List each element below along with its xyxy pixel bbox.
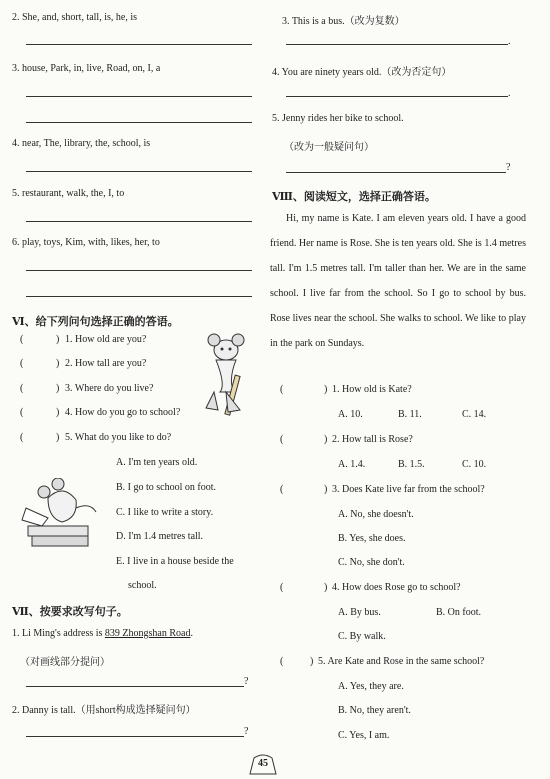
left-q6: 6. play, toys, Kim, with, likes, her, to [12, 237, 160, 248]
sec7-q1-note: （对画线部分提问） [20, 657, 110, 668]
left-q2: 2. She, and, short, tall, is, he, is [12, 12, 137, 23]
answer-line[interactable] [26, 96, 252, 97]
section-6-title: Ⅵ、给下列问句选择正确的答语。 [12, 316, 179, 328]
reading-passage: Hi, my name is Kate. I am eleven years old. I have a good friend. Her name is Rose. She is ten years old. She is 1.4 metres tall. I'm 1.5 metres tall. I'm taller than her. We are in the same school. I live far from the school. So I go to school by bus. Rose lives near the school. She walks to school. We like to play in the park on Sundays. [270, 213, 526, 349]
answer-line[interactable] [26, 296, 252, 297]
right-q5: 5. Jenny rides her bike to school. [272, 113, 404, 124]
answer-line[interactable] [26, 686, 244, 687]
answer-line[interactable] [26, 270, 252, 271]
sec6-answer-d: D. I'm 1.4 metres tall. [116, 531, 204, 542]
left-q5: 5. restaurant, walk, the, I, to [12, 188, 125, 199]
mouse-pencil-illustration [196, 330, 256, 420]
answer-line[interactable] [286, 96, 508, 97]
right-q3: 3. This is a bus.（改为复数） [282, 16, 405, 27]
answer-line[interactable] [26, 122, 252, 123]
question-mark: ? [244, 676, 249, 687]
sec6-answer-e: E. I live in a house beside the [116, 556, 234, 567]
answer-line[interactable] [286, 172, 506, 173]
right-q5-note: （改为一般疑问句） [284, 142, 374, 153]
left-q3: 3. house, Park, in, live, Road, on, I, a [12, 63, 161, 74]
underlined-phrase: 839 Zhongshan Road [104, 628, 191, 639]
period-mark: . [508, 88, 511, 99]
right-q4: 4. You are ninety years old.（改为否定句） [272, 67, 452, 78]
answer-line[interactable] [26, 171, 252, 172]
question-mark: ? [506, 162, 511, 173]
sec7-q1: 1. Li Ming's address is 839 Zhongshan Road. [12, 628, 193, 639]
question-mark: ? [244, 726, 249, 737]
answer-line[interactable] [26, 44, 252, 45]
sec6-answer-e-cont: school. [128, 580, 157, 591]
page-number: 45 [258, 758, 268, 769]
period-mark: . [508, 36, 511, 47]
section-8-title: Ⅷ、阅读短文，选择正确答语。 [272, 191, 436, 203]
sec7-q2: 2. Danny is tall.（用short构成选择疑问句） [12, 705, 196, 716]
answer-line[interactable] [286, 44, 508, 45]
sec6-answer-b: B. I go to school on foot. [116, 482, 216, 493]
section-7-title: Ⅶ、按要求改写句子。 [12, 606, 128, 618]
sec6-answer-a: A. I'm ten years old. [116, 457, 198, 468]
left-q4: 4. near, The, library, the, school, is [12, 138, 151, 149]
sec6-answer-c: C. I like to write a story. [116, 507, 214, 518]
answer-line[interactable] [26, 736, 244, 737]
answer-line[interactable] [26, 221, 252, 222]
mouse-books-illustration [18, 478, 103, 553]
